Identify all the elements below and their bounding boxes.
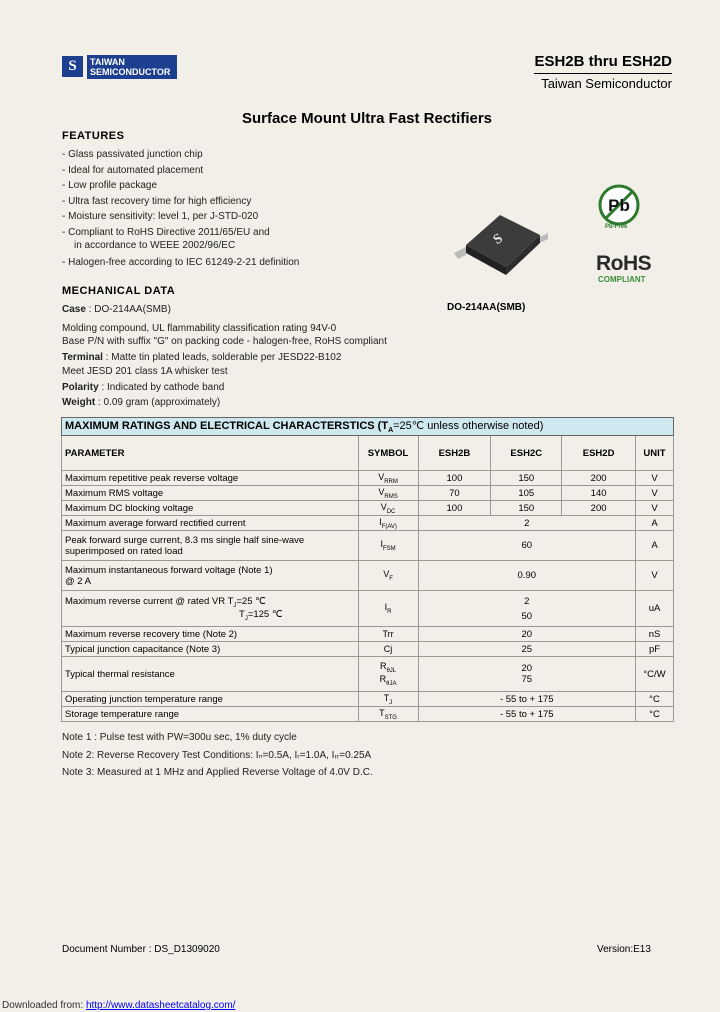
rohs-logo: RoHS (596, 252, 652, 275)
document-number: Document Number : DS_D1309020 (62, 944, 220, 955)
table-title-row (62, 418, 674, 436)
mech-case (62, 303, 387, 318)
mech-line: Base P/N with suffix "G" on packing code - halogen-free, RoHS compliant (62, 336, 387, 348)
row-unit: V (636, 501, 674, 516)
row-value-d: 200 (562, 501, 636, 516)
mech-polarity (62, 381, 387, 396)
row-unit: pF (636, 642, 674, 657)
row-unit: °C (636, 707, 674, 722)
table-row (62, 471, 674, 486)
row-param: Maximum repetitive peak reverse voltage (62, 471, 359, 486)
terminal-value: : Matte tin plated leads, solderable per JESD22-B102 (102, 352, 342, 364)
table-row (62, 707, 674, 722)
case-label: Case (62, 304, 86, 315)
row-value-b: 100 (418, 471, 491, 486)
row-value-c: 105 (491, 486, 562, 501)
header-unit: UNIT (636, 436, 674, 471)
table-row (62, 657, 674, 692)
header-rule (534, 73, 672, 74)
row-param: Typical junction capacitance (Note 3) (62, 642, 359, 657)
row-value: 20 75 (418, 657, 636, 692)
row-symbol: $V_{RMS}$ (358, 486, 418, 501)
polarity-value: : Indicated by cathode band (98, 382, 225, 394)
weight-label: Weight (62, 396, 96, 408)
version: Version:E13 (597, 944, 651, 955)
feature-item: - Moisture sensitivity: level 1, per J-STD-020 (62, 211, 259, 222)
mechanical-heading: MECHANICAL DATA (62, 285, 176, 297)
row-value: 2 50 (418, 591, 636, 627)
row-value: - 55 to + 175 (418, 692, 636, 707)
table-header-row (62, 436, 674, 471)
logo-line2: SEMICONDUCTOR (90, 67, 171, 77)
row-symbol: Trr (358, 627, 418, 642)
row-symbol: $I_{F(AV)}$ (358, 516, 418, 531)
note-item: Note 2: Reverse Recovery Test Conditions: Iₙ=0.5A, Iᵣ=1.0A, Iᵣᵣ=0.25A (62, 749, 372, 761)
row-symbol: $T_{STG}$ (358, 707, 418, 722)
row-unit: A (636, 531, 674, 561)
row-param: Maximum average forward rectified current (62, 516, 359, 531)
row-symbol: $R_{\theta JL}$ $R_{\theta JA}$ (358, 657, 418, 692)
row-param: Maximum instantaneous forward voltage (Note 1) @ 2 A (62, 561, 359, 591)
mechanical-list (62, 303, 387, 411)
feature-item: - Halogen-free according to IEC 61249-2-21 definition (62, 257, 300, 268)
row-symbol: $V_{RRM}$ (358, 471, 418, 486)
row-param: Maximum RMS voltage (62, 486, 359, 501)
row-unit: V (636, 486, 674, 501)
ratings-table (61, 417, 674, 722)
feature-item: - Ultra fast recovery time for high efficiency (62, 195, 252, 207)
row-value-c: 150 (491, 471, 562, 486)
logo-mark: S (62, 56, 83, 77)
table-row (62, 501, 674, 516)
row-value: 2 (418, 516, 636, 531)
package-label: DO-214AA(SMB) (447, 302, 526, 313)
table-row (62, 642, 674, 657)
row-param: Typical thermal resistance (62, 657, 359, 692)
feature-item: - Glass passivated junction chip (62, 149, 203, 160)
features-heading: FEATURES (62, 130, 125, 142)
header-esh2b: ESH2B (418, 436, 491, 471)
row-param: Storage temperature range (62, 707, 359, 722)
features-list (62, 147, 299, 271)
row-unit: uA (636, 591, 674, 627)
mech-line: Molding compound, UL flammability classification rating 94V-0 (62, 322, 337, 334)
row-param: Maximum reverse recovery time (Note 2) (62, 627, 359, 642)
table-row (62, 516, 674, 531)
mech-terminal (62, 351, 387, 366)
row-value: 60 (418, 531, 636, 561)
row-symbol: Cj (358, 642, 418, 657)
row-param: Maximum DC blocking voltage (62, 501, 359, 516)
download-source (2, 1000, 235, 1011)
row-param: Peak forward surge current, 8.3 ms single half sine-wave superimposed on rated load (62, 531, 359, 561)
table-title: MAXIMUM RATINGS AND ELECTRICAL CHARACTERSTICS ($T_A=25℃$ unless otherwise noted) (62, 418, 674, 436)
pb-symbol: Pb (608, 196, 630, 215)
part-title: ESH2B thru ESH2D (534, 53, 672, 70)
table-row (62, 692, 674, 707)
row-unit: nS (636, 627, 674, 642)
mech-weight (62, 396, 387, 411)
feature-item: - Low profile package (62, 180, 158, 191)
row-value: 0.90 (418, 561, 636, 591)
row-value-d: 140 (562, 486, 636, 501)
header-esh2c: ESH2C (491, 436, 562, 471)
page-title: Surface Mount Ultra Fast Rectifiers (241, 110, 493, 127)
table-row (62, 561, 674, 591)
row-value-b: 70 (418, 486, 491, 501)
header-esh2d: ESH2D (562, 436, 636, 471)
terminal-label: Terminal (62, 352, 103, 364)
row-symbol: $V_F$ (358, 561, 418, 591)
row-unit: °C (636, 692, 674, 707)
header-symbol: SYMBOL (358, 436, 418, 471)
logo-line1: TAIWAN (90, 57, 125, 67)
table-row (62, 486, 674, 501)
table-row (62, 627, 674, 642)
download-link[interactable]: http://www.datasheetcatalog.com/ (85, 1000, 236, 1011)
note-item: Note 3: Measured at 1 MHz and Applied Reverse Voltage of 4.0V D.C. (62, 767, 373, 778)
notes (62, 730, 373, 781)
package-illustration (448, 203, 548, 283)
row-value-b: 100 (418, 501, 491, 516)
pb-free-icon (598, 184, 640, 226)
row-unit: V (636, 561, 674, 591)
weight-value: : 0.09 gram (approximately) (95, 396, 221, 408)
row-symbol: $I_{FSM}$ (358, 531, 418, 561)
row-value-c: 150 (491, 501, 562, 516)
row-unit: A (636, 516, 674, 531)
row-symbol: $I_R$ (358, 591, 418, 627)
mech-line: Meet JESD 201 class 1A whisker test (62, 366, 228, 378)
row-value: - 55 to + 175 (418, 707, 636, 722)
header-parameter: PARAMETER (62, 436, 359, 471)
case-value: : DO-214AA(SMB) (85, 304, 171, 315)
row-value: 20 (418, 627, 636, 642)
table-row (62, 591, 674, 627)
pb-free-label: Pb-Free (605, 224, 628, 230)
company-logo (59, 53, 178, 81)
rohs-compliant-label: COMPLIANT (598, 275, 646, 284)
feature-item: in accordance to WEEE 2002/96/EC (74, 240, 236, 251)
download-label: Downloaded from: (2, 1000, 86, 1011)
row-unit: °C/W (636, 657, 674, 692)
svg-text:S: S (490, 231, 506, 248)
row-param: Maximum reverse current @ rated VR $T_J=25$ ℃ $T_J=125$ ℃ (62, 591, 359, 627)
row-value: 25 (418, 642, 636, 657)
feature-item: - Ideal for automated placement (62, 164, 204, 176)
row-value-d: 200 (562, 471, 636, 486)
table-row (62, 531, 674, 561)
polarity-label: Polarity (62, 382, 99, 394)
row-unit: V (636, 471, 674, 486)
logo-text (87, 55, 177, 79)
company-name: Taiwan Semiconductor (541, 76, 672, 91)
note-item: Note 1 : Pulse test with PW=300u sec, 1% duty cycle (62, 732, 297, 743)
feature-item: - Compliant to RoHS Directive 2011/65/EU and (62, 226, 270, 238)
row-symbol: $T_J$ (358, 692, 418, 707)
row-symbol: $V_{DC}$ (358, 501, 418, 516)
row-param: Operating junction temperature range (62, 692, 359, 707)
